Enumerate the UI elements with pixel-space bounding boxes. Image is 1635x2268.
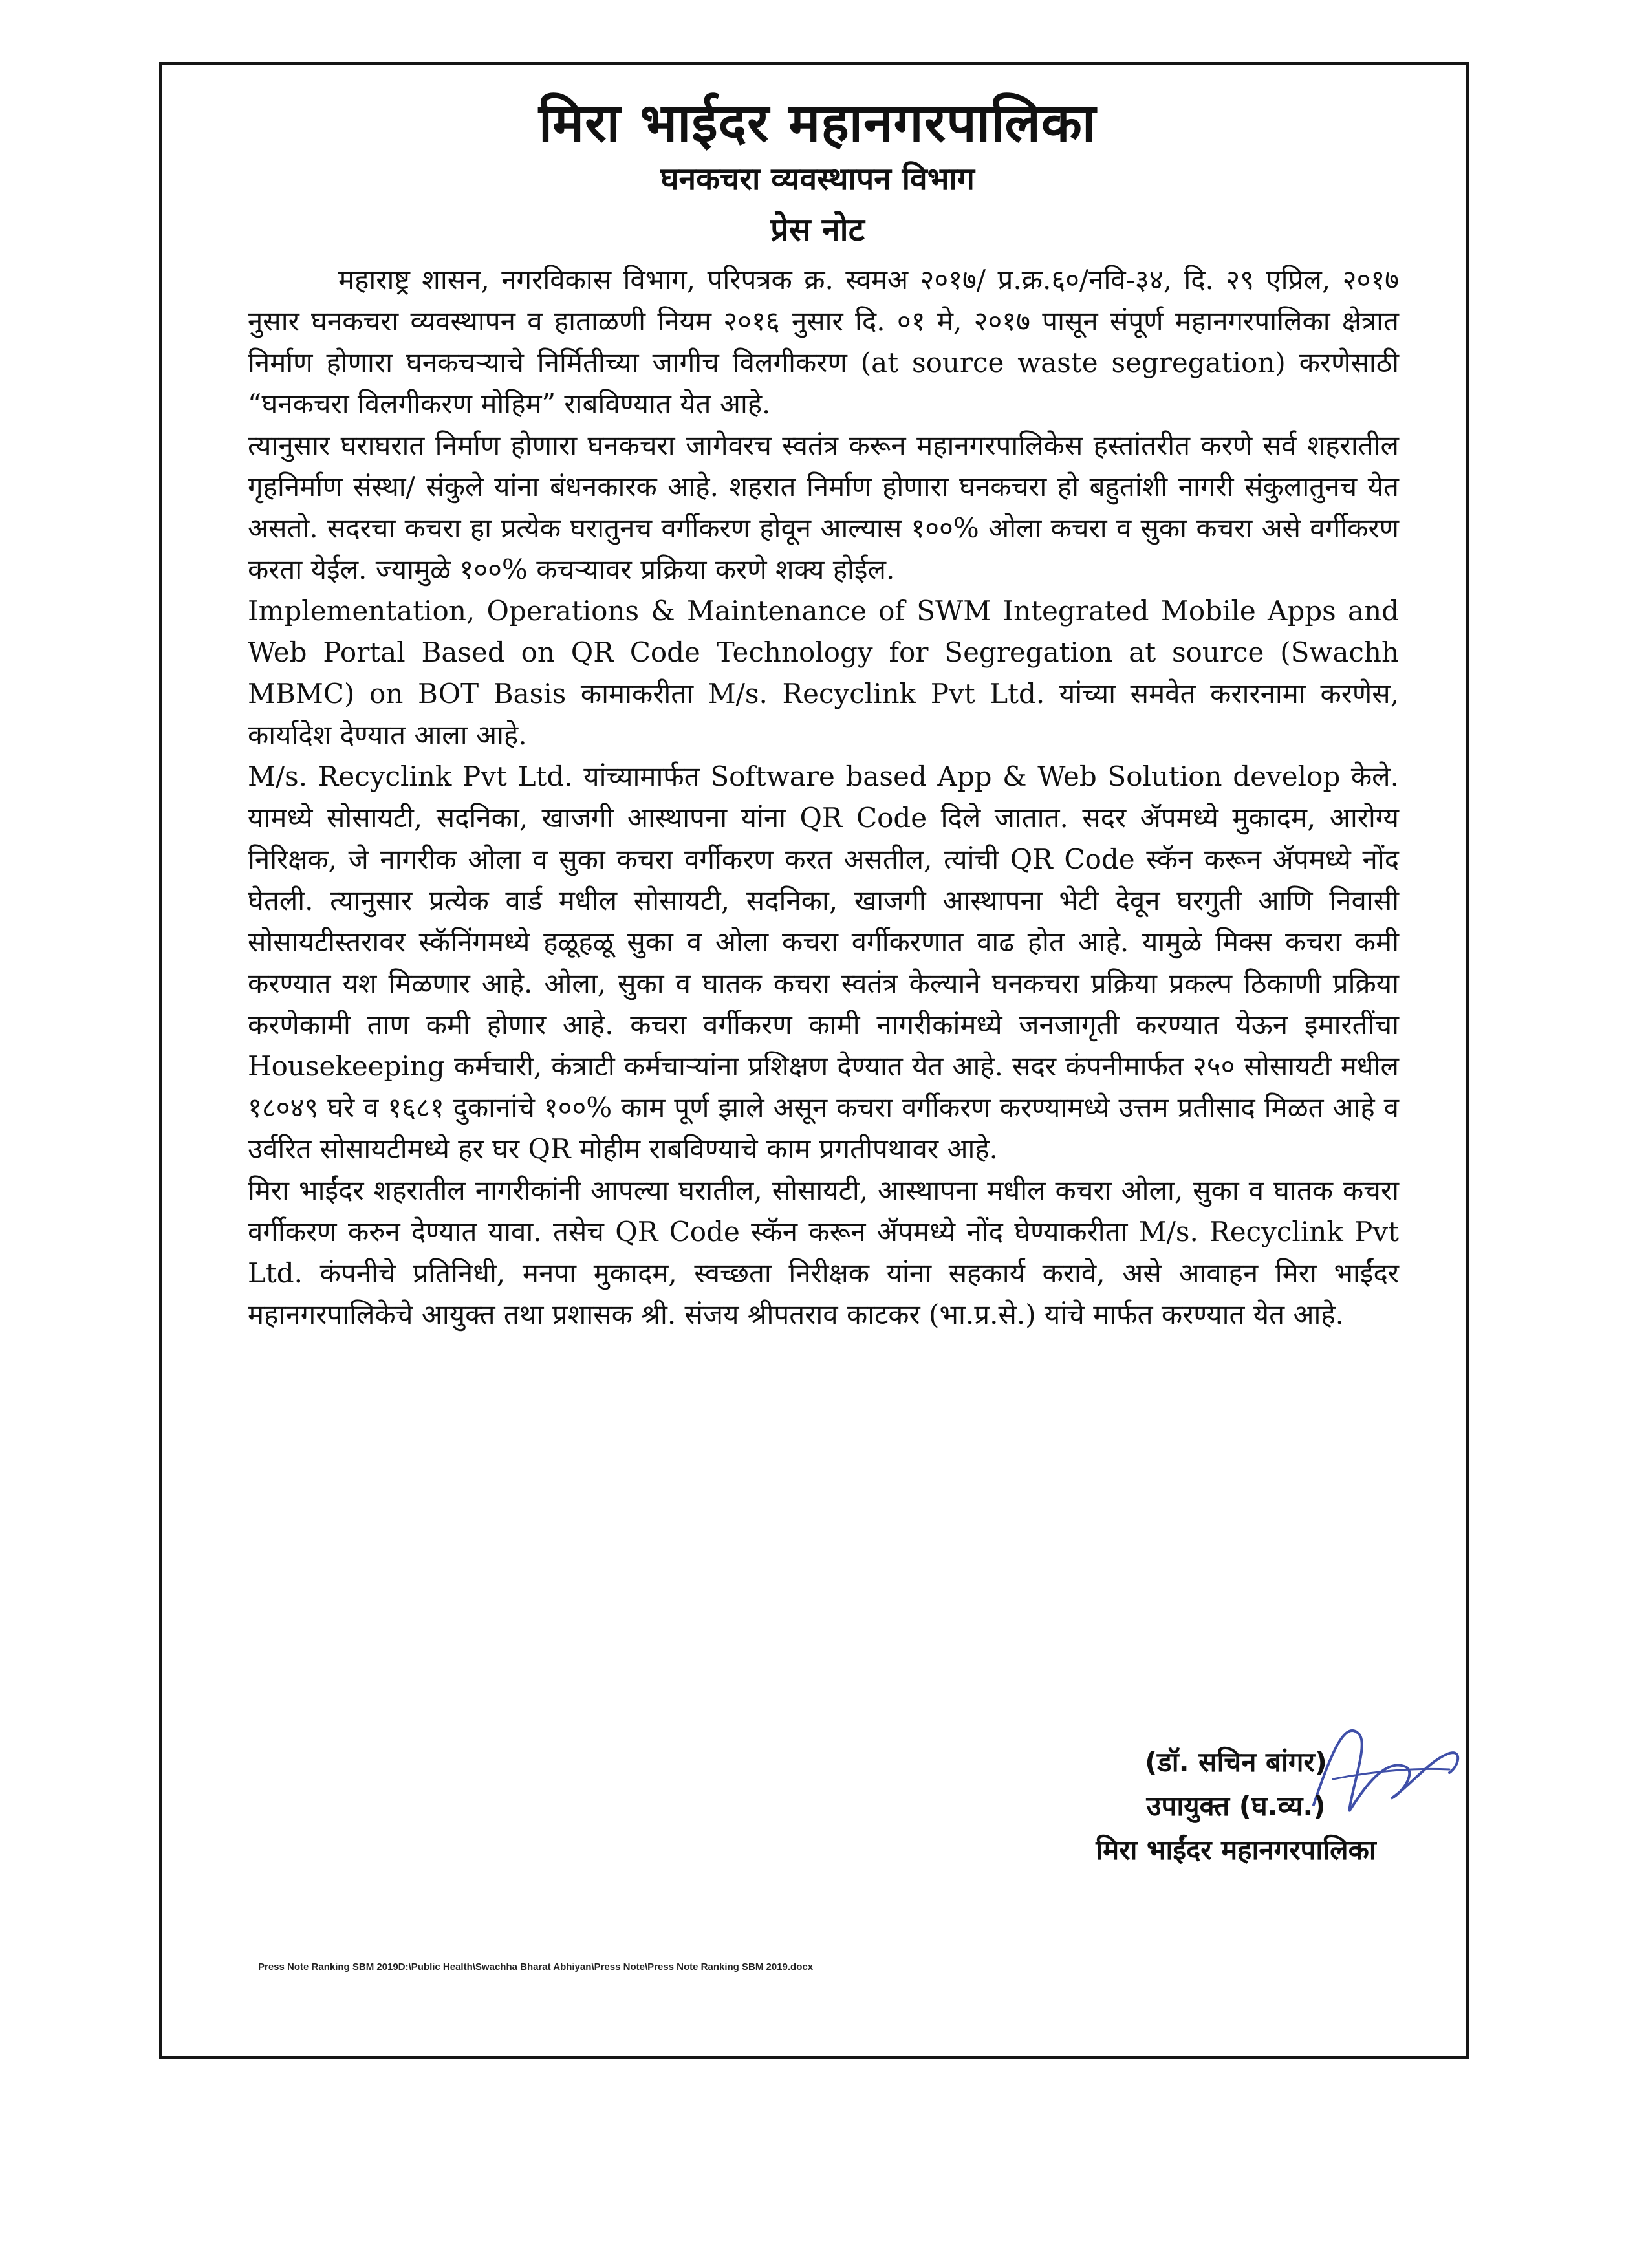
paragraph-contract-award: Implementation, Operations & Maintenance of SWM Integrated Mobile Apps and Web Portal Based on QR Code Technology for Segregation at source (Swachh MBMC) on BOT Basis कामाकरीता M/s. Recyclink Pvt Ltd. यांच्या समवेत करारनामा करणेस, कार्यादेश देण्यात आला आहे.: [248, 595, 1399, 751]
organization-title: मिरा भाईदर महानगरपालिका: [538, 92, 1097, 154]
signatory-designation: उपायुक्त (घ.व्य.): [1146, 1790, 1326, 1822]
department-title: घनकचरा व्यवस्थापन विभाग: [660, 161, 975, 197]
signature-block: [1055, 1740, 1417, 1872]
document-type-title: प्रेस नोट: [770, 211, 865, 248]
file-path-footer: Press Note Ranking SBM 2019D:\Public Health\Swachha Bharat Abhiyan\Press Note\Press Note Ranking SBM 2019.docx: [258, 1961, 814, 1972]
signatory-name: (डॉ. सचिन बांगर): [1145, 1746, 1327, 1778]
paragraph-citizen-appeal: मिरा भाईंदर शहरातील नागरीकांनी आपल्या घरातील, सोसायटी, आस्थापना मधील कचरा ओला, सुका व घातक कचरा वर्गीकरण करुन देण्यात यावा. तसेच QR Code स्कॅन करून ॲपमध्ये नोंद घेण्याकरीता M/s. Recyclink Pvt Ltd. कंपनीचे प्रतिनिधी, मनपा मुकादम, स्वच्छता निरीक्षक यांना सहकार्य करावे, असे आवाहन मिरा भाईंदर महानगरपालिकेचे आयुक्त तथा प्रशासक श्री. संजय श्रीपतराव काटकर (भा.प्र.से.) यांचे मार्फत करण्यात येत आहे.: [248, 1174, 1399, 1330]
paragraph-circular-reference: महाराष्ट्र शासन, नगरविकास विभाग, परिपत्रक क्र. स्वमअ २०१७/ प्र.क्र.६०/नवि-३४, दि. २९ एप्रिल, २०१७ नुसार घनकचरा व्यवस्थापन व हाताळणी नियम २०१६ नुसार दि. ०१ मे, २०१७ पासून संपूर्ण महानगरपालिका क्षेत्रात निर्माण होणारा घनकचऱ्याचे निर्मितीच्या जागीच विलगीकरण (at source waste segregation) करणेसाठी “घनकचरा विलगीकरण मोहिम” राबविण्यात येत आहे.: [248, 264, 1399, 420]
document-border: [159, 62, 1469, 2059]
press-note-body: [248, 259, 1399, 1335]
signatory-organization: मिरा भाईंदर महानगरपालिका: [1096, 1834, 1376, 1866]
paragraph-segregation-mandate: त्यानुसार घराघरात निर्माण होणारा घनकचरा जागेवरच स्वतंत्र करून महानगरपालिकेस हस्तांतरीत करणे सर्व शहरातील गृहनिर्माण संस्था/ संकुले यांना बंधनकारक आहे. शहरात निर्माण होणारा घनकचरा हो बहुतांशी नागरी संकुलातुनच येत असतो. सदरचा कचरा हा प्रत्येक घरातुनच वर्गीकरण होवून आल्यास १००% ओला कचरा व सुका कचरा असे वर्गीकरण करता येईल. ज्यामुळे १००% कचऱ्यावर प्रक्रिया करणे शक्य होईल.: [248, 429, 1399, 585]
paragraph-qr-code-progress: M/s. Recyclink Pvt Ltd. यांच्यामार्फत Software based App & Web Solution develop केले. यामध्ये सोसायटी, सदनिका, खाजगी आस्थापना यांना QR Code दिले जातात. सदर ॲपमध्ये मुकादम, आरोग्य निरिक्षक, जे नागरीक ओला व सुका कचरा वर्गीकरण करत असतील, त्यांची QR Code स्कॅन करून ॲपमध्ये नोंद घेतली. त्यानुसार प्रत्येक वार्ड मधील सोसायटी, सदनिका, खाजगी आस्थापना भेटी देवून घरगुती आणि निवासी सोसायटीस्तरावर स्कॅनिंगमध्ये हळूहळू सुका व ओला कचरा वर्गीकरणात वाढ होत आहे. यामुळे मिक्स कचरा कमी करण्यात यश मिळणार आहे. ओला, सुका व घातक कचरा स्वतंत्र केल्याने घनकचरा प्रक्रिया प्रकल्प ठिकाणी प्रक्रिया करणेकामी ताण कमी होणार आहे. कचरा वर्गीकरण कामी नागरीकांमध्ये जनजागृती करण्यात येऊन इमारतींचा Housekeeping कर्मचारी, कंत्राटी कर्मचाऱ्यांना प्रशिक्षण देण्यात येत आहे. सदर कंपनीमार्फत २५० सोसायटी मधील १८०४९ घरे व १६८१ दुकानांचे १००% काम पूर्ण झाले असून कचरा वर्गीकरण करण्यामध्ये उत्तम प्रतीसाद मिळत आहे व उर्वरित सोसायटीमध्ये हर घर QR मोहीम राबविण्याचे काम प्रगतीपथावर आहे.: [248, 761, 1399, 1165]
